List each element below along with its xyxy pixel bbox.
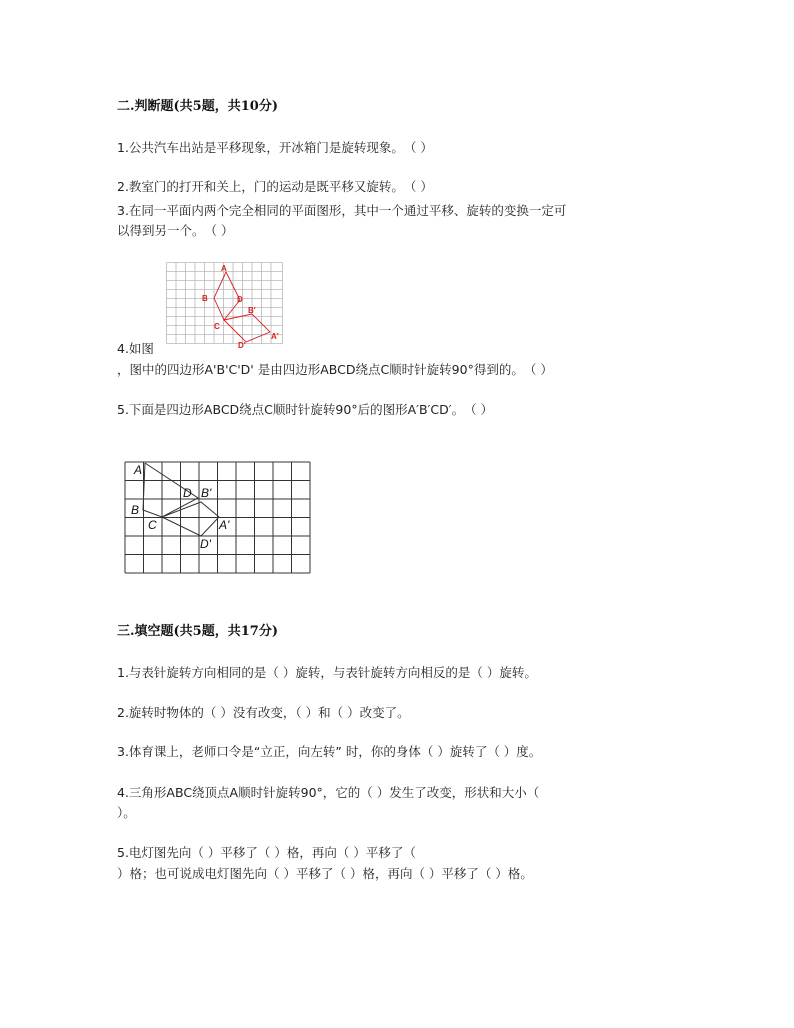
question-3-5-line1: 5.电灯图先向（ ）平移了（ ）格，再向（ ）平移了（ bbox=[117, 845, 416, 860]
question-2-1: 1.公共汽车出站是平移现象，开冰箱门是旋转现象。 （ ） bbox=[117, 140, 433, 155]
fig2-label-a: A bbox=[134, 463, 143, 477]
fig1-label-d-prime: D' bbox=[238, 341, 246, 350]
fig1-label-a-prime: A' bbox=[271, 332, 279, 341]
fig1-label-d: D bbox=[237, 295, 243, 304]
fig2-label-c: C bbox=[148, 518, 157, 532]
rotation-figure-2 bbox=[123, 460, 313, 576]
question-2-2: 2.教室门的打开和关上，门的运动是既平移又旋转。 （ ） bbox=[117, 179, 433, 194]
fig1-label-c: C bbox=[214, 322, 220, 331]
rotation-figure-1 bbox=[166, 262, 284, 350]
question-2-5: 5.下面是四边形ABCD绕点C顺时针旋转90°后的图形A′B′CD′。 （ ） bbox=[117, 402, 494, 417]
question-2-3-line1: 3.在同一平面内两个完全相同的平面图形，其中一个通过平移、旋转的变换一定可 bbox=[117, 203, 567, 218]
question-3-2: 2.旋转时物体的（ ）没有改变，（ ）和（ ）改变了。 bbox=[117, 705, 410, 720]
section3-title: 三.填空题(共5题，共17分) bbox=[117, 624, 278, 639]
question-2-4-prefix: 4.如图 bbox=[117, 341, 154, 356]
fig2-label-b: B bbox=[131, 503, 140, 517]
question-3-3: 3.体育课上，老师口令是“立正，向左转” 时，你的身体（ ）旋转了（ ）度。 bbox=[117, 744, 542, 759]
question-3-4-line2: ）。 bbox=[117, 805, 136, 820]
question-3-5-line2: ）格；也可说成电灯图先向（ ）平移了（ ）格，再向（ ）平移了（ ）格。 bbox=[117, 866, 533, 881]
fig2-label-d: D bbox=[183, 486, 192, 500]
fig2-label-b-prime: B' bbox=[201, 486, 212, 500]
fig1-label-b: B bbox=[202, 294, 208, 303]
question-3-4-line1: 4.三角形ABC绕顶点A顺时针旋转90°，它的（ ）发生了改变，形状和大小（ bbox=[117, 785, 540, 800]
fig2-label-a-prime: A' bbox=[219, 518, 230, 532]
question-3-1: 1.与表针旋转方向相同的是（ ）旋转，与表针旋转方向相反的是（ ）旋转。 bbox=[117, 665, 537, 680]
fig1-label-a: A bbox=[221, 264, 227, 273]
question-2-3-line2: 以得到另一个。 （ ） bbox=[117, 223, 234, 238]
section2-title: 二.判断题(共5题，共10分) bbox=[117, 99, 278, 114]
fig2-label-d-prime: D' bbox=[200, 537, 211, 551]
fig1-label-b-prime: B' bbox=[248, 306, 256, 315]
question-2-4-text: ，图中的四边形A'B'C'D' 是由四边形ABCD绕点C顺时针旋转90°得到的。 （ ） bbox=[117, 362, 553, 377]
